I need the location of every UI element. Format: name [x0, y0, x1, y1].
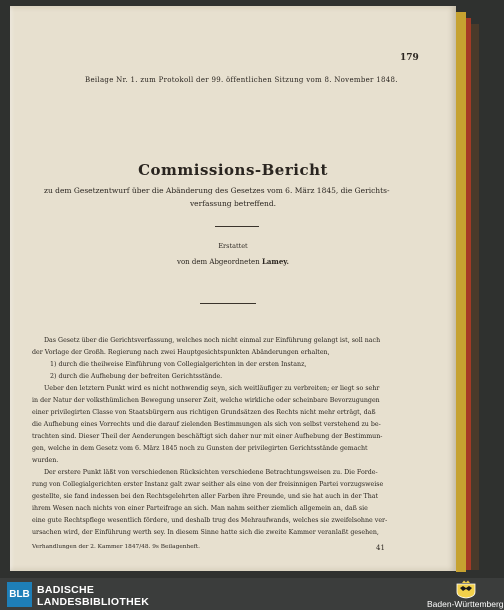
body-line: rung von Collegialgerichten erster Instanz galt zwar seither als eine von der freisinnigen Partei vorzugsweise: [32, 481, 384, 488]
footer-signature: 41: [376, 544, 385, 552]
page-edge-gold: [456, 12, 466, 572]
reporter-prefix: von dem Abgeordneten: [177, 258, 260, 266]
divider-bottom: [200, 303, 256, 304]
body-line: Ueber den letztern Punkt wird es nicht nothwendig seyn, sich weitläufiger zu verbreiten; er liegt so sehr: [44, 385, 380, 392]
body-line: einer privilegirten Classe von Staatsbürgern aus richtigen Grundsätzen des Rechts nicht mehr erträgt, daß: [32, 409, 376, 416]
body-line: ihrem Wesen nach nichts von einer Parteifrage an sich. Man nahm seither ziemlich allgemein an, daß sie: [32, 505, 368, 512]
reporter-line: [10, 257, 456, 266]
body-line: 1) durch die theilweise Einführung von Collegialgerichten in der ersten Instanz,: [50, 361, 307, 368]
body-line: wurden.: [32, 457, 59, 464]
page-number: 179: [400, 53, 419, 63]
body-line: ursachen wird, der Einführung werth sey. In diesem Sinne hatte sich die zweite Kammer veranlaßt gesehen,: [32, 529, 379, 536]
body-line: gestellte, sie fand indessen bei den Rechtsgelehrten aller Farben ihre Freunde, und sie hat auch in der That: [32, 493, 379, 500]
body-line: gen, welche in dem Gesetz vom 6. März 1845 noch zu Gunsten der privilegirten Gerichtsstände gemacht: [32, 445, 368, 452]
body-line: 2) durch die Aufhebung der befreiten Gerichtsstände.: [50, 373, 223, 380]
body-line: die Aufhebung eines Vorrechts und die darauf zielenden Bestimmungen als sich von selbst verstehend zu be-: [32, 421, 381, 428]
coat-of-arms-icon: [455, 580, 477, 599]
library-name-line-1: BADISCHE: [37, 584, 95, 596]
body-line: der Vorlage der Großh. Regierung nach zwei Hauptgesichtspunkten Abänderungen erhalten,: [32, 349, 330, 356]
body-line: eine gute Rechtspflege wesentlich fördere, und deshalb trug des Mehraufwands, welches sie zweifelsohne ver-: [32, 517, 388, 524]
reporter-name: Lamey.: [261, 257, 289, 266]
body-line: in der Natur der volksthümlichen Bewegung unserer Zeit, welche wirkliche oder scheinbare Bevorzugungen: [32, 397, 380, 404]
state-label: Baden-Württemberg: [427, 599, 504, 609]
blb-logo[interactable]: BLB: [7, 582, 32, 607]
library-name-line-2: LANDESBIBLIOTHEK: [37, 596, 150, 608]
subtitle-line-1: zu dem Gesetzentwurf über die Abänderung des Gesetzes vom 6. März 1845, die Gerichts-: [44, 186, 390, 195]
subtitle-line-2: verfassung betreffend.: [189, 199, 277, 208]
document-page: [10, 6, 456, 571]
divider-top: [215, 226, 259, 227]
body-line: trachten sind. Dieser Theil der Aenderungen beschäftigt sich daher nur mit einer Aufhebung der Bestimmun-: [32, 433, 383, 440]
book-cover-edge: [471, 24, 479, 570]
body-line: Das Gesetz über die Gerichtsverfassung, welches noch nicht einmal zur Einführung gelangt ist, soll nach: [44, 337, 381, 344]
body-line: Der erstere Punkt läßt von verschiedenen Rücksichten verschiedene Betrachtungsweisen zu. Die Forde-: [44, 469, 378, 476]
footer-publication: Verhandlungen der 2. Kammer 1847/48. 9s Beilagenheft.: [32, 544, 200, 550]
reported-label: Erstattet: [218, 242, 248, 250]
supplement-line: Beilage Nr. 1. zum Protokoll der 99. öffentlichen Sitzung vom 8. November 1848.: [85, 76, 398, 84]
report-title: Commissions-Bericht: [138, 161, 328, 179]
